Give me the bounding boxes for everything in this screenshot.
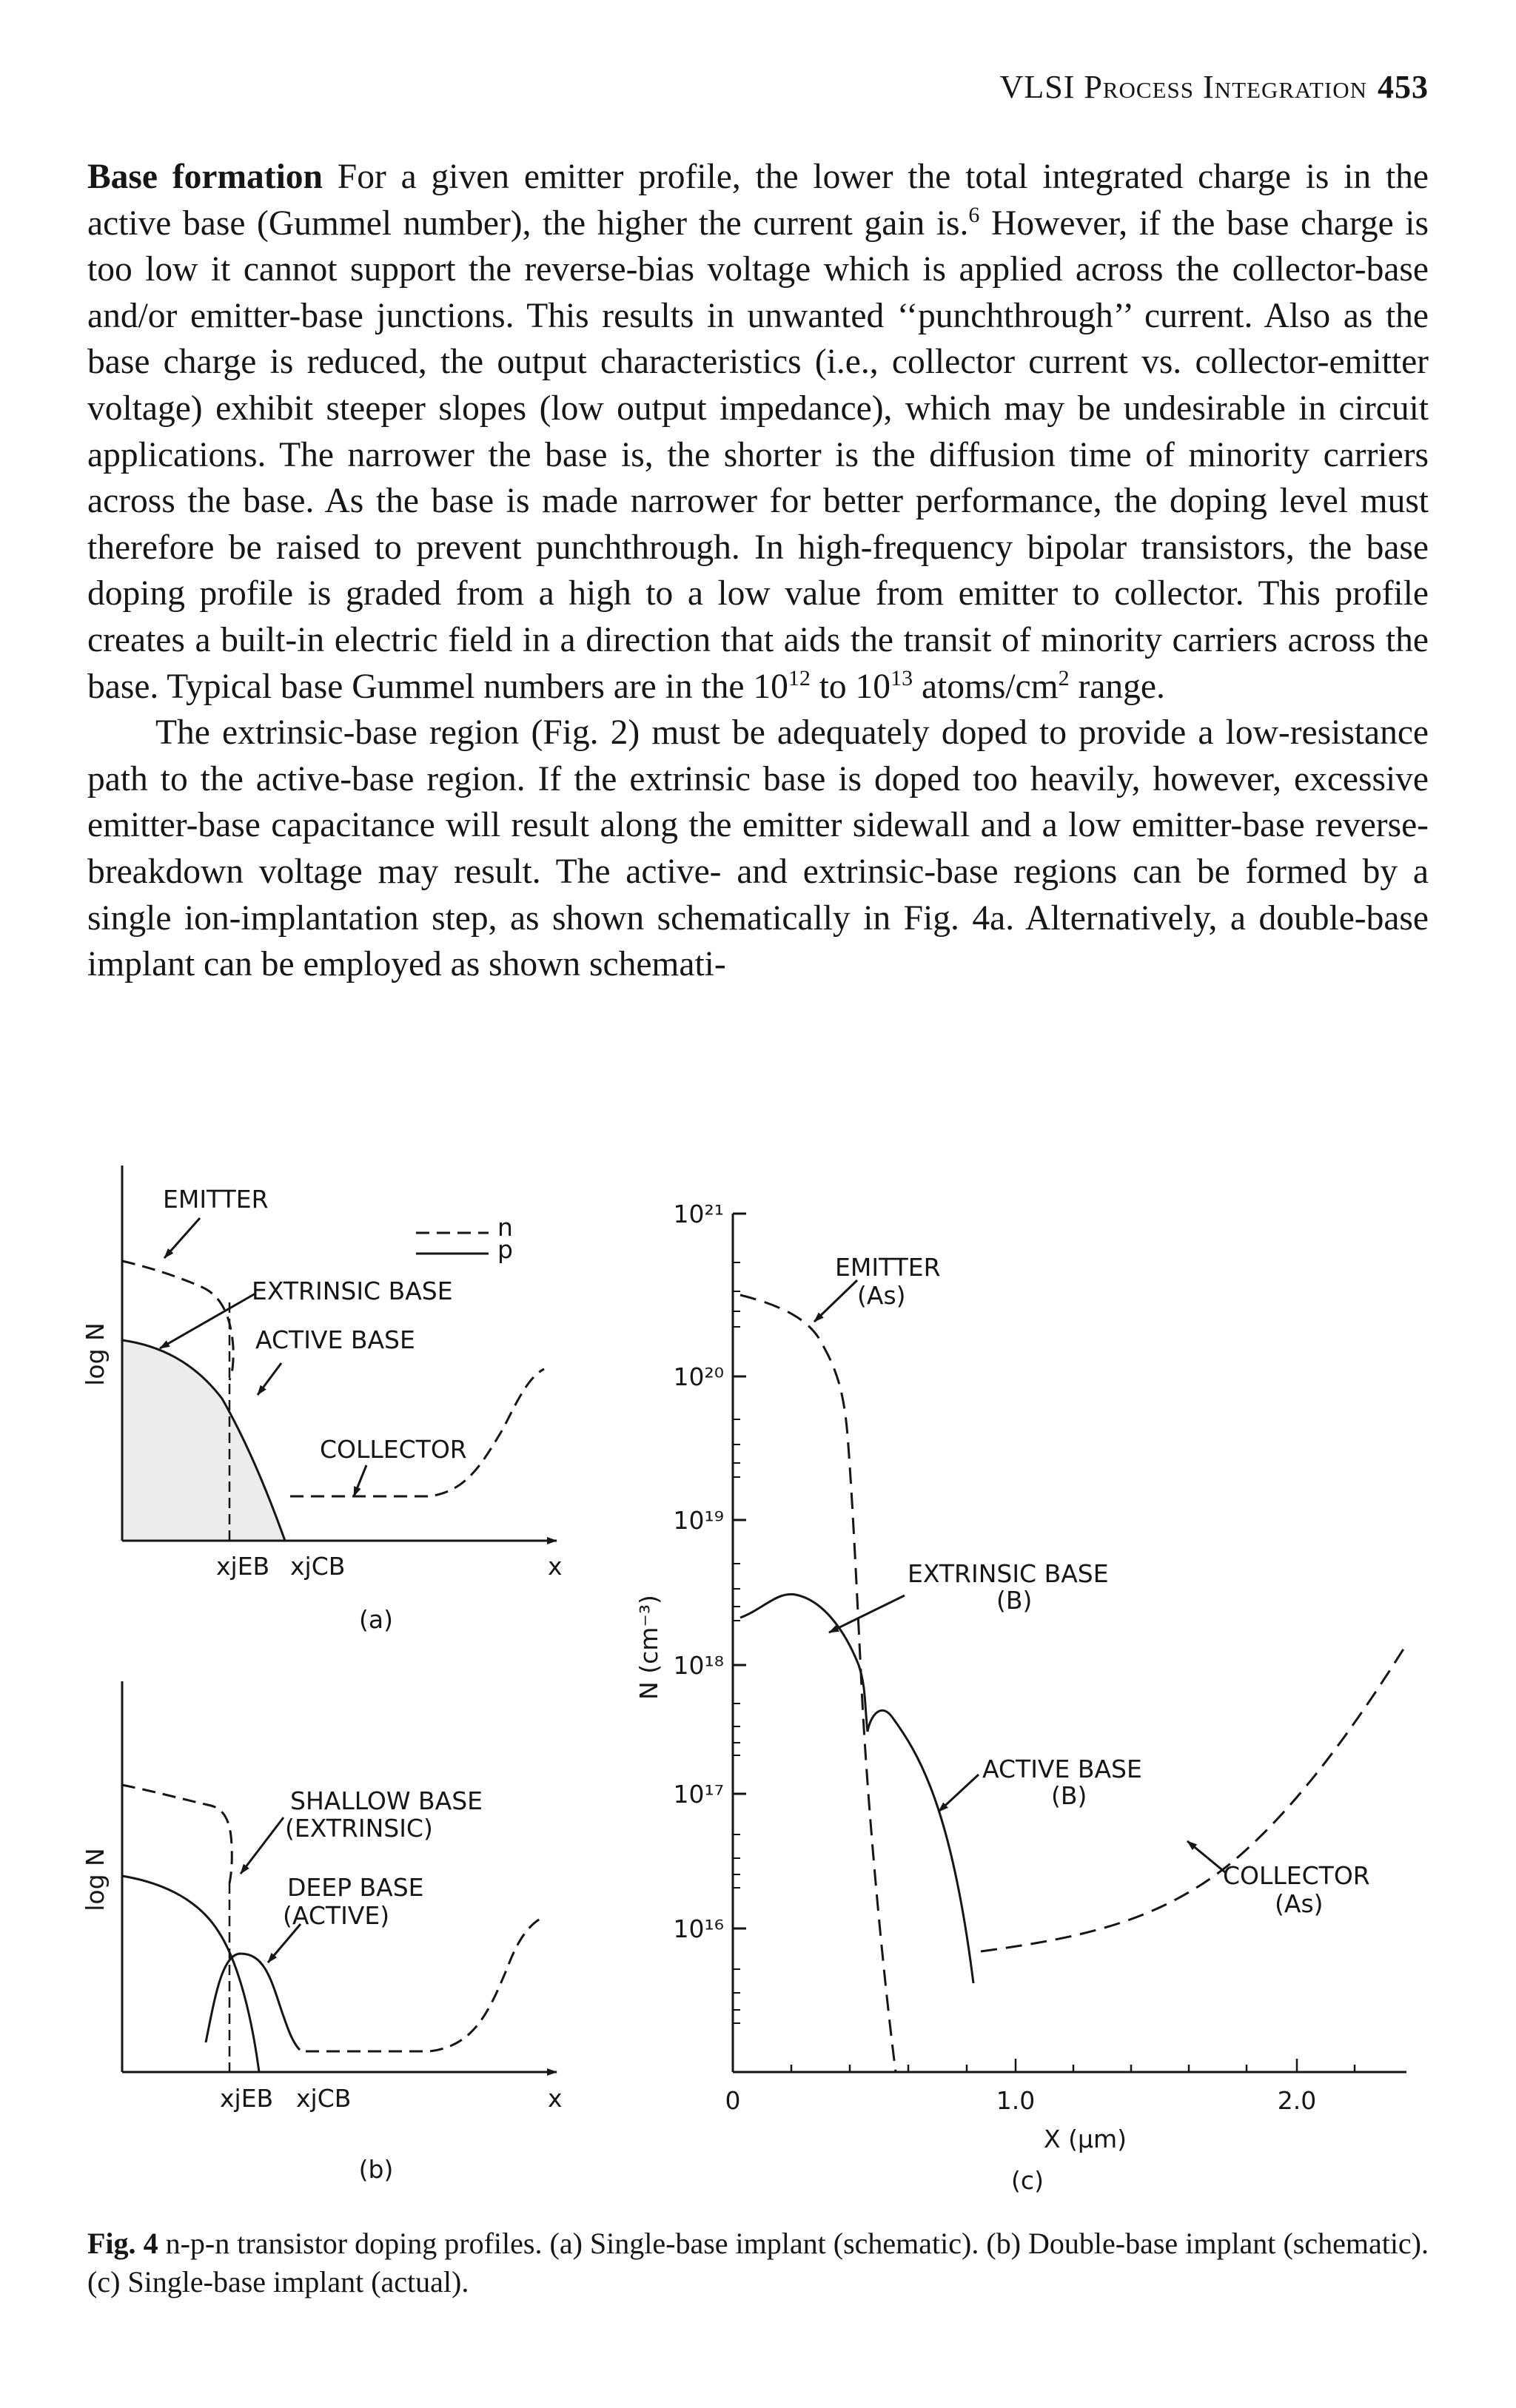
x-tick-1: 1.0 (996, 2086, 1036, 2115)
x-tick-0: 0 (725, 2086, 741, 2115)
body-text (87, 154, 1429, 988)
shallow-base-leader (241, 1817, 284, 1874)
panel-c-labels (634, 1200, 1370, 2195)
x-axis-label: x (548, 1552, 563, 1581)
panel-b-shallow-base-curve (122, 1876, 259, 2072)
x-ticks (733, 2059, 1355, 2072)
xjeb-label: xjEB (216, 1552, 270, 1581)
xjcb-label: xjCB (290, 1552, 346, 1581)
panel-c (733, 1214, 1406, 2072)
panel-a-ylabel: log N (81, 1322, 110, 1386)
y-tick-18: 10¹⁸ (673, 1651, 724, 1680)
collector-leader (354, 1465, 366, 1496)
x-axis-label-b: x (548, 2084, 563, 2113)
panel-b-labels (81, 1786, 563, 2184)
collector-label: COLLECTOR (320, 1435, 467, 1464)
emitter-profile-curve (740, 1295, 896, 2072)
page-number: 453 (1378, 69, 1429, 105)
active-base-leader (258, 1363, 281, 1395)
collector-profile-curve (981, 1644, 1406, 1951)
paragraph-base-formation: Base formation For a given emitter profile, the lower the total integrated charge is in the active base (Gummel number), the higher the current gain is.$^6$ However, if the base charge is too low it cannot support the reverse-bias voltage which is applied across the collector-base and/or emitter-base junctions. This results in unwanted ‘‘punchthrough’’ current. Also as the base charge is reduced, the output characteristics (i.e., collector current vs. collector-emitter voltage) exhibit steeper slopes (low output impedance), which may be undesirable in circuit applications. The narrower the base is, the shorter is the diffusion time of minority carriers across the base. As the base is made narrower for better performance, the doping level must therefore be raised to prevent punchthrough. In high-frequency bipolar transistors, the base doping profile is graded from a high to a low value from emitter to collector. This profile creates a built-in electric field in a direction that aids the transit of minority carriers across the base. Typical base Gummel numbers are in the $10^{12}$ to $10^{13}$ atoms/$cm^2$ range. (87, 158, 1429, 706)
c-collector-leader (1187, 1841, 1225, 1872)
legend-n-label: n (497, 1213, 513, 1242)
shallow-base-label: SHALLOW BASE (290, 1786, 483, 1815)
xjeb-label-b: xjEB (220, 2084, 274, 2113)
caption-lead: Fig. 4 (87, 2227, 158, 2260)
y-tick-20: 10²⁰ (673, 1362, 724, 1391)
base-profile-curve (740, 1594, 973, 1983)
caption-text: n-p-n transistor doping profiles. (a) Single-base implant (schematic). (b) Double-base implant (schematic). (c) Single-base implant (actual). (87, 2227, 1429, 2298)
legend-p-label: p (497, 1235, 513, 1264)
extrinsic-base-label: EXTRINSIC BASE (252, 1277, 453, 1305)
emitter-label: EMITTER (163, 1185, 269, 1214)
x-tick-2: 2.0 (1277, 2086, 1317, 2115)
c-emitter-leader (814, 1280, 857, 1322)
extrinsic-base-leader (160, 1294, 255, 1348)
panel-b-label: (b) (358, 2155, 394, 2184)
c-emitter-sub: (As) (857, 1281, 906, 1310)
page-header (0, 68, 1429, 106)
c-active-label: ACTIVE BASE (982, 1755, 1142, 1783)
reference-marker: 6 (968, 202, 980, 227)
y-tick-16: 10¹⁶ (673, 1914, 724, 1943)
c-emitter-label: EMITTER (835, 1253, 941, 1282)
panel-b-emitter-curve (122, 1785, 232, 1883)
xjcb-label-b: xjCB (296, 2084, 352, 2113)
panel-c-ylabel: N (cm⁻³) (634, 1595, 663, 1700)
panel-a-collector-curve (290, 1369, 544, 1496)
c-extrinsic-label: EXTRINSIC BASE (908, 1559, 1109, 1588)
c-extrinsic-leader (829, 1595, 905, 1632)
running-title: VLSI Process Integration (999, 69, 1367, 105)
paragraph-extrinsic-base: The extrinsic-base region (Fig. 2) must be adequately doped to provide a low-resistance path to the active-base region. If the extrinsic base is doped too heavily, however, excessive emitter-base capacitance will result along the emitter sidewall and a low emitter-base reverse-breakdown voltage may result. The active- and extrinsic-base regions can be formed by a single ion-implantation step, as shown schematically in Fig. 4a. Alternatively, a double-base implant can be employed as shown schemati- (87, 713, 1429, 984)
doping-profile-diagrams (0, 1154, 1516, 2213)
panel-c-label: (c) (1011, 2166, 1044, 2195)
panel-a-label: (a) (359, 1605, 393, 1634)
emitter-leader (164, 1218, 200, 1258)
shallow-base-sub: (EXTRINSIC) (285, 1814, 433, 1843)
y-tick-19: 10¹⁹ (673, 1506, 724, 1535)
figure-caption (87, 2224, 1429, 2301)
y-major-ticks (733, 1214, 746, 1928)
c-active-sub: (B) (1051, 1781, 1087, 1810)
panel-a-base-shading (122, 1340, 285, 1541)
figure-4 (0, 1154, 1516, 2213)
c-extrinsic-sub: (B) (996, 1586, 1033, 1615)
c-collector-sub: (As) (1275, 1889, 1324, 1918)
y-tick-21: 10²¹ (673, 1200, 724, 1228)
deep-base-sub: (ACTIVE) (283, 1901, 390, 1930)
section-heading: Base formation (87, 158, 323, 196)
panel-c-xlabel: X (μm) (1044, 2125, 1127, 2153)
panel-b-ylabel: log N (81, 1848, 110, 1911)
deep-base-label: DEEP BASE (287, 1873, 424, 1902)
active-base-label: ACTIVE BASE (255, 1325, 415, 1354)
y-tick-17: 10¹⁷ (673, 1780, 724, 1809)
panel-b-collector-curve (306, 1917, 544, 2051)
c-active-leader (939, 1775, 979, 1812)
c-collector-label: COLLECTOR (1223, 1861, 1370, 1890)
